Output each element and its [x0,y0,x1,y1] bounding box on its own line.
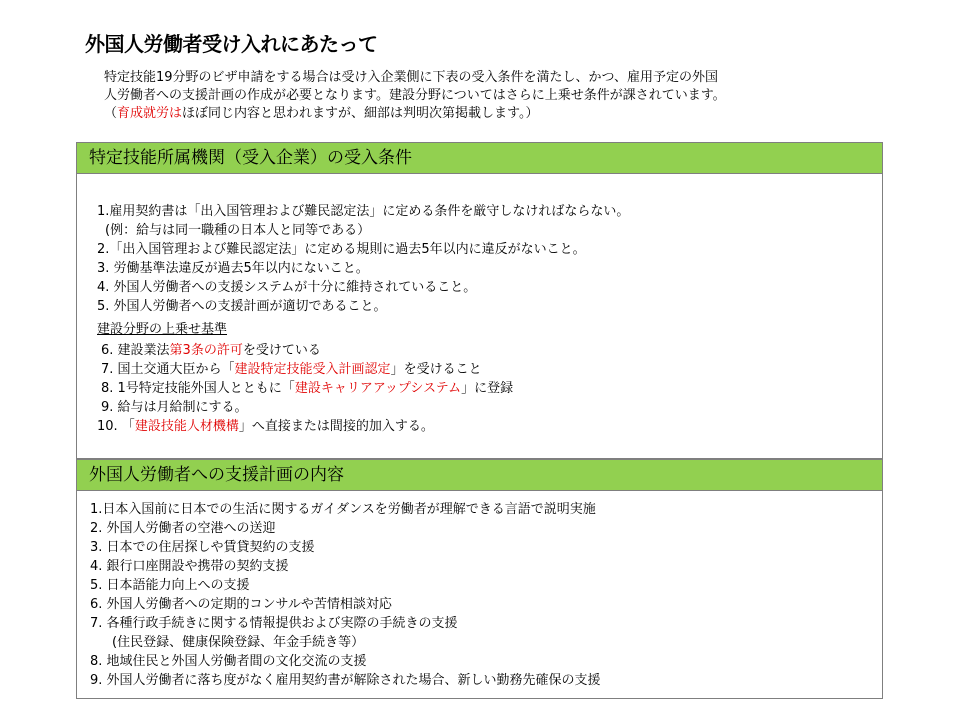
list-item: 7. 各種行政手続きに関する情報提供および実際の手続きの支援 [90,616,458,631]
list-item: 8. 地域住民と外国人労働者間の文化交流の支援 [90,654,367,669]
page-title: 外国人労働者受け入れにあたって [85,32,378,56]
intro-highlight: 育成就労は [117,106,183,121]
list-item: 5. 外国人労働者への支援計画が適切であること。 [97,299,387,314]
list-item: 1.雇用契約書は「出入国管理および難民認定法」に定める条件を厳守しなければならない。 [97,204,630,219]
support-plan-list [90,500,601,690]
construction-subsection-title: 建設分野の上乗せ基準 [97,322,228,337]
highlight-text: 建設キャリアアップシステム [294,381,462,396]
intro-line-3-rest: ほぼ同じ内容と思われますが、細部は判明次第掲載します。） [182,106,539,121]
intro-line-3 [104,105,864,123]
list-item: 2. 外国人労働者の空港への送迎 [90,521,276,536]
highlight-text: 建設技能人材機構 [134,419,239,434]
highlight-text: 第3条の許可 [169,343,243,358]
section-header-support-plan: 外国人労働者への支援計画の内容 [76,459,883,491]
construction-extra-conditions-list [97,320,513,436]
list-item-note: (例：給与は同一職種の日本人と同等である） [105,223,371,238]
list-item: 7. 国土交通大臣から「建設特定技能受入計画認定」を受けること [101,362,482,377]
list-item: 4. 銀行口座開設や携帯の契約支援 [90,559,289,574]
highlight-text: 建設特定技能受入計画認定 [234,362,391,377]
list-item: 1.日本入国前に日本での生活に関するガイダンスを労働者が理解できる言語で説明実施 [90,502,596,517]
list-item: 10. 「建設技能人材機構」へ直接または間接的加入する。 [97,419,434,434]
intro-text [104,69,864,123]
list-item-note: (住民登録、健康保険登録、年金手続き等） [112,635,365,650]
section-body-support-plan [76,491,883,699]
list-item: 9. 給与は月給制にする。 [101,400,248,415]
section-body-acceptance-conditions [76,174,883,459]
list-item: 8. 1号特定技能外国人とともに「建設キャリアアップシステム」に登録 [101,381,514,396]
intro-paren-open: （ [104,106,118,121]
intro-line-1: 特定技能19分野のビザ申請をする場合は受け入企業側に下表の受入条件を満たし、かつ、雇用予定の外国 [104,70,719,85]
acceptance-conditions-list [97,202,629,316]
list-item: 3. 労働基準法違反が過去5年以内にないこと。 [97,261,369,276]
list-item: 3. 日本での住居探しや賃貸契約の支援 [90,540,315,555]
list-item: 2.「出入国管理および難民認定法」に定める規則に過去5年以内に違反がないこと。 [97,242,586,257]
section-header-acceptance-conditions: 特定技能所属機関（受入企業）の受入条件 [76,142,883,174]
list-item: 4. 外国人労働者への支援システムが十分に維持されていること。 [97,280,477,295]
list-item: 9. 外国人労働者に落ち度がなく雇用契約書が解除された場合、新しい勤務先確保の支援 [90,673,601,688]
list-item: 6. 外国人労働者への定期的コンサルや苦情相談対応 [90,597,392,612]
list-item: 6. 建設業法第3条の許可を受けている [101,343,321,358]
list-item: 5. 日本語能力向上への支援 [90,578,250,593]
intro-line-2: 人労働者への支援計画の作成が必要となります。建設分野についてはさらに上乗せ条件が課されています。 [104,88,726,103]
